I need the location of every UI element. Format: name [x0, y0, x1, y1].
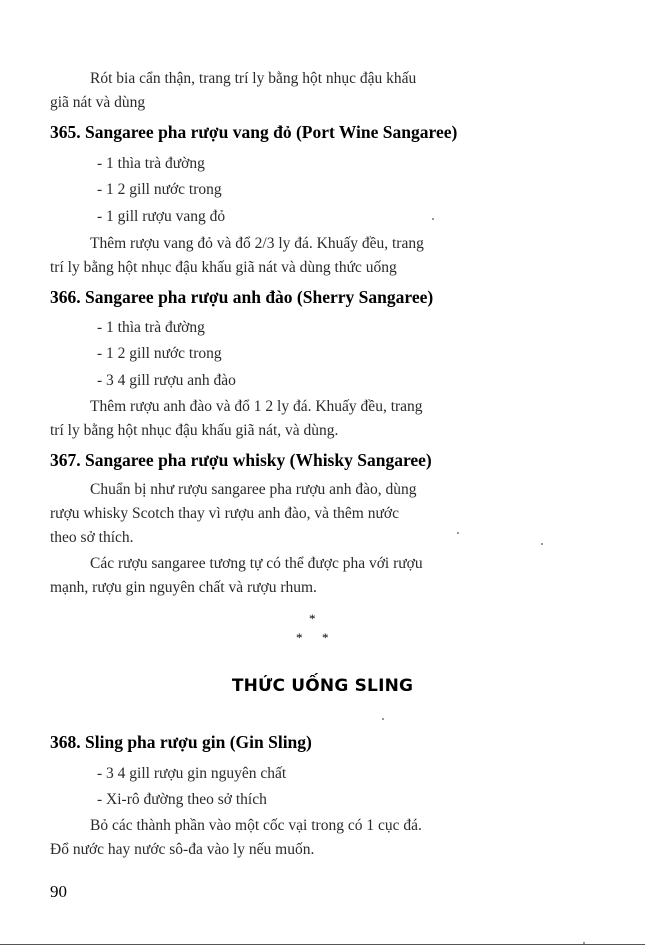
- recipe-366-ingredient: - 3 4 gill rượu anh đào: [97, 372, 236, 389]
- recipe-366-method-line-2: trí ly bằng hột nhục đậu khấu giã nát, và dùng.: [50, 422, 339, 439]
- scan-speck: [541, 543, 543, 545]
- recipe-365-ingredient: - 1 2 gill nước trong: [97, 181, 222, 198]
- recipe-365-method-line-1: Thêm rượu vang đỏ và đổ 2/3 ly đá. Khuấy đều, trang: [90, 235, 424, 252]
- recipe-367-method: [50, 478, 585, 550]
- recipe-368-title: 368. Sling pha rượu gin (Gin Sling): [50, 732, 312, 752]
- scan-speck: [457, 532, 459, 534]
- intro-paragraph: [50, 67, 585, 115]
- recipe-366-ingredient: - 1 thìa trà đường: [97, 319, 205, 336]
- recipe-367-method-line-1: Chuẩn bị như rượu sangaree pha rượu anh đào, dùng: [90, 481, 417, 498]
- recipe-367-note-line-1: Các rượu sangaree tương tự có thể được pha với rượu: [90, 555, 423, 572]
- recipe-366-title: 366. Sangaree pha rượu anh đào (Sherry Sangaree): [50, 287, 434, 307]
- recipe-365-method-line-2: trí ly bằng hột nhục đậu khấu giã nát và dùng thức uống: [50, 259, 397, 276]
- scan-speck: [432, 218, 434, 220]
- recipe-365-ingredient: - 1 gill rượu vang đỏ: [97, 208, 226, 225]
- recipe-367-title: 367. Sangaree pha rượu whisky (Whisky Sangaree): [50, 450, 432, 470]
- recipe-367-method-line-3: theo sở thích.: [50, 529, 134, 546]
- recipe-368-method: [50, 814, 585, 862]
- recipe-368-ingredient: - Xi-rô đường theo sở thích: [97, 791, 267, 808]
- recipe-367-method-line-2: rượu whisky Scotch thay vì rượu anh đào, và thêm nước: [50, 505, 399, 522]
- recipe-365-ingredient: - 1 thìa trà đường: [97, 155, 205, 172]
- scan-speck: [382, 718, 384, 720]
- recipe-365-title: 365. Sangaree pha rượu vang đỏ (Port Wine Sangaree): [50, 122, 458, 142]
- section-title: THỨC UỐNG SLING: [231, 676, 414, 696]
- recipe-366-ingredient: - 1 2 gill nước trong: [97, 345, 222, 362]
- recipe-367-note: [50, 552, 585, 600]
- recipe-366-method: [50, 395, 585, 443]
- recipe-367-note-line-2: mạnh, rượu gin nguyên chất và rượu rhum.: [50, 579, 317, 596]
- recipe-366-method-line-1: Thêm rượu anh đào và đổ 1 2 ly đá. Khuấy đều, trang: [90, 398, 423, 415]
- bottom-edge-line: [0, 944, 645, 945]
- recipe-368-method-line-1: Bỏ các thành phần vào một cốc vại trong có 1 cục đá.: [90, 817, 422, 834]
- intro-line-1: Rót bia cẩn thận, trang trí ly bằng hột nhục đậu khấu: [90, 70, 417, 87]
- intro-line-2: giã nát và dùng: [50, 94, 146, 111]
- recipe-365-method: [50, 232, 585, 280]
- divider-star: *: [322, 630, 329, 645]
- recipe-368-ingredient: - 3 4 gill rượu gin nguyên chất: [97, 765, 287, 782]
- page-number: 90: [50, 882, 67, 901]
- divider-star: *: [309, 611, 316, 626]
- divider-star: *: [296, 630, 303, 645]
- recipe-368-method-line-2: Đổ nước hay nước sô-đa vào ly nếu muốn.: [50, 841, 315, 858]
